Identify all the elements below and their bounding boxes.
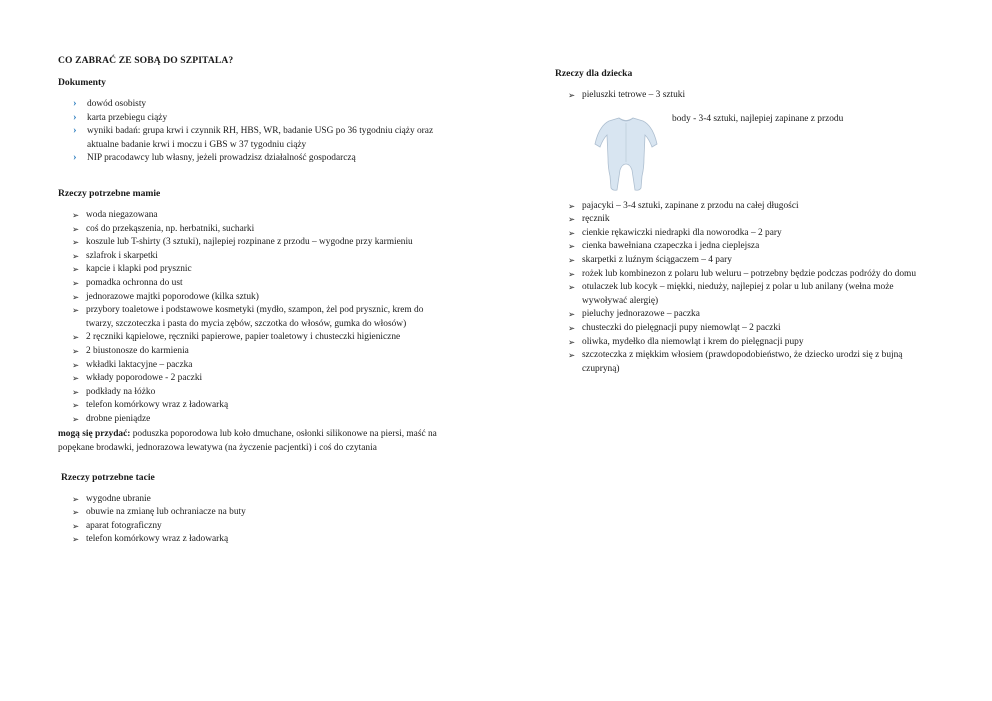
arrowhead-bullet-icon: ➢ [568, 282, 576, 293]
list-item: ➢ drobne pieniądze [58, 413, 443, 427]
arrowhead-bullet-icon: ➢ [72, 373, 80, 384]
list-item: ➢ podkłady na łóżko [58, 386, 443, 400]
list-item: ➢ skarpetki z luźnym ściągaczem – 4 pary [555, 254, 940, 268]
arrowhead-bullet-icon: ➢ [72, 305, 80, 316]
arrowhead-bullet-icon: ➢ [72, 209, 80, 220]
arrowhead-bullet-icon: ➢ [568, 322, 576, 333]
arrowhead-bullet-icon: ➢ [568, 227, 576, 238]
list-item: ➢ szczoteczka z miękkim włosiem (prawdopodobieństwo, że dziecko urodzi się z bujną czupryną) [568, 350, 903, 374]
list-item: ➢ otulaczek lub kocyk – miękki, nieduży, najlepiej z polar u lub anilany (wełna może wywoływać alergię) [568, 282, 894, 306]
blue-chevron-bullet-icon: › [73, 97, 77, 109]
list-item: ➢ przybory toaletowe i podstawowe kosmetyki (mydło, szampon, żel pod prysznic, krem do twarzy, szczoteczka i pasta do mycia zębów, szczotka do włosów, gumka do włosów) [72, 305, 424, 329]
documents-heading: Dokumenty [58, 77, 106, 88]
list-item: ➢ cienkie rękawiczki niedrapki dla noworodka – 2 pary [555, 227, 940, 241]
list-item: ➢ pajacyki – 3-4 sztuki, zapinane z przodu na całej długości [555, 200, 940, 214]
list-item: › dowód osobisty [73, 97, 147, 109]
arrowhead-bullet-icon: ➢ [72, 345, 80, 356]
mother-items-heading: Rzeczy potrzebne mamie [58, 187, 161, 199]
arrowhead-bullet-icon: ➢ [568, 268, 576, 279]
arrowhead-bullet-icon: ➢ [72, 400, 80, 411]
list-item: ➢ oliwka, mydełko dla niemowląt i krem do pielęgnacji pupy [555, 336, 940, 350]
baby-onesie-image [593, 112, 659, 192]
list-item: ➢ aparat fotograficzny [58, 520, 443, 534]
arrowhead-bullet-icon: ➢ [568, 309, 576, 320]
arrowhead-bullet-icon: ➢ [568, 336, 576, 347]
arrowhead-bullet-icon: ➢ [72, 386, 80, 397]
baby-items-list [555, 200, 940, 377]
list-item: ➢ rożek lub kombinezon z polaru lub weluru – potrzebny będzie podczas podróży do domu [555, 268, 940, 282]
arrowhead-bullet-icon: ➢ [568, 241, 576, 252]
list-item: ➢ wkładki laktacyjne – paczka [58, 359, 443, 373]
arrowhead-bullet-icon: ➢ [72, 534, 80, 545]
list-item: ➢ jednorazowe majtki poporodowe (kilka sztuk) [58, 291, 443, 305]
arrowhead-bullet-icon: ➢ [568, 90, 576, 100]
optional-items-note [58, 428, 443, 455]
list-item: ➢ ręcznik [555, 213, 940, 227]
baby-items-heading: Rzeczy dla dziecka [555, 68, 633, 79]
list-item: ➢ pieluszki tetrowe – 3 sztuki [555, 89, 940, 103]
list-item: ➢ telefon komórkowy wraz z ładowarką [58, 399, 443, 413]
list-item: ➢ obuwie na zmianę lub ochraniacze na buty [58, 506, 443, 520]
arrowhead-bullet-icon: ➢ [568, 214, 576, 225]
arrowhead-bullet-icon: ➢ [72, 413, 80, 424]
list-item: ➢ koszule lub T-shirty (3 sztuki), najlepiej rozpinane z przodu – wygodne przy karmieniu [58, 236, 443, 250]
blue-chevron-bullet-icon: › [73, 124, 77, 137]
left-column [58, 55, 443, 547]
optional-items-text: poduszka poporodowa lub koło dmuchane, osłonki silikonowe na piersi, maść na popękane brodawki, jednorazowa lewatywa (na życzenie pacjentki) i coś do czytania [58, 429, 437, 454]
blue-chevron-bullet-icon: › [73, 151, 77, 164]
list-item: ➢ wkłady poporodowe - 2 paczki [58, 372, 443, 386]
documents-list [58, 98, 443, 166]
right-column [555, 68, 940, 376]
list-item: ➢ 2 ręczniki kąpielowe, ręczniki papierowe, papier toaletowy i chusteczki higieniczne [58, 331, 443, 345]
list-item: ➢ coś do przekąszenia, np. herbatniki, sucharki [58, 223, 443, 237]
list-item: ➢ pomadka ochronna do ust [58, 277, 443, 291]
father-items-list [58, 493, 443, 547]
arrowhead-bullet-icon: ➢ [72, 291, 80, 302]
optional-items-label: mogą się przydać: [58, 429, 131, 440]
list-item: ➢ pieluchy jednorazowe – paczka [555, 308, 940, 322]
arrowhead-bullet-icon: ➢ [72, 237, 80, 248]
baby-first-item-list [555, 89, 940, 103]
list-item: ➢ wygodne ubranie [58, 493, 443, 507]
arrowhead-bullet-icon: ➢ [72, 264, 80, 275]
onesie-caption: body - 3-4 sztuki, najlepiej zapinane z przodu [672, 113, 844, 124]
arrowhead-bullet-icon: ➢ [72, 507, 80, 518]
list-item: ➢ szlafrok i skarpetki [58, 250, 443, 264]
list-item: › NIP pracodawcy lub własny, jeżeli prowadzisz działalność gospodarczą [73, 151, 356, 164]
list-item: › karta przebiegu ciąży [73, 110, 168, 123]
arrowhead-bullet-icon: ➢ [72, 277, 80, 288]
page-title: CO ZABRAĆ ZE SOBĄ DO SZPITALA? [58, 55, 234, 66]
arrowhead-bullet-icon: ➢ [72, 520, 80, 531]
arrowhead-bullet-icon: ➢ [72, 493, 80, 504]
mother-items-list [58, 209, 443, 427]
list-item: ➢ chusteczki do pielęgnacji pupy niemowląt – 2 paczki [555, 322, 940, 336]
list-item: ➢ telefon komórkowy wraz z ładowarką [58, 533, 443, 547]
list-item: ➢ kapcie i klapki pod prysznic [58, 263, 443, 277]
list-item: › wyniki badań: grupa krwi i czynnik RH, HBS, WR, badanie USG po 36 tygodniu ciąży oraz aktualne badanie krwi i moczu i GBS w 37 tygodniu ciąży [73, 124, 434, 150]
arrowhead-bullet-icon: ➢ [72, 332, 80, 343]
arrowhead-bullet-icon: ➢ [72, 223, 80, 234]
arrowhead-bullet-icon: ➢ [72, 250, 80, 261]
blue-chevron-bullet-icon: › [73, 110, 77, 123]
father-items-heading: Rzeczy potrzebne tacie [61, 471, 155, 483]
arrowhead-bullet-icon: ➢ [568, 350, 576, 361]
arrowhead-bullet-icon: ➢ [72, 359, 80, 370]
list-item: ➢ woda niegazowana [58, 209, 443, 223]
list-item: ➢ 2 biustonosze do karmienia [58, 345, 443, 359]
list-item: ➢ cienka bawełniana czapeczka i jedna cieplejsza [555, 240, 940, 254]
onesie-row [555, 112, 940, 200]
arrowhead-bullet-icon: ➢ [568, 254, 576, 265]
arrowhead-bullet-icon: ➢ [568, 200, 576, 211]
